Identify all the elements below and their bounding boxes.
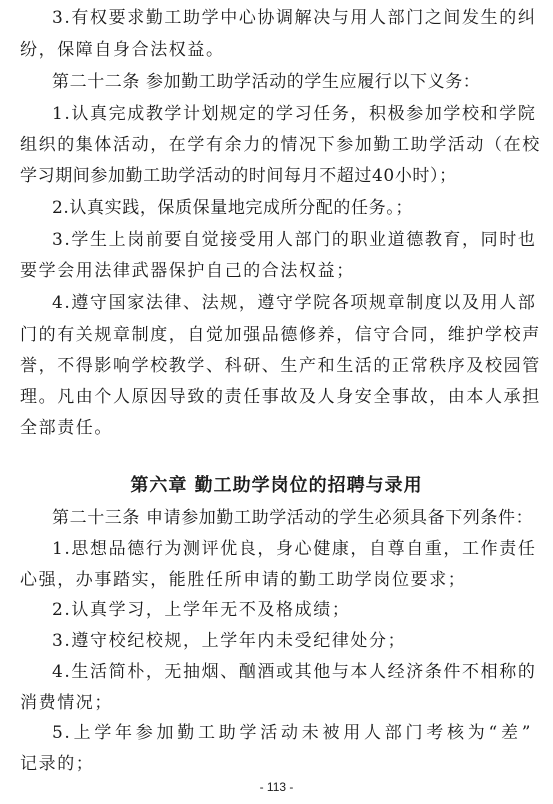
chapter-heading: 第六章 勤工助学岗位的招聘与录用 <box>130 475 423 496</box>
page-number: - 113 - <box>259 780 294 794</box>
paragraph-line: 消费情况； <box>20 693 113 713</box>
paragraph-line: 4.生活简朴，无抽烟、酗酒或其他与本人经济条件不相称的 <box>52 662 537 682</box>
paragraph-line: 4.遵守国家法律、法规，遵守学院各项规章制度以及用人部 <box>52 293 537 313</box>
paragraph-line: 理。凡由个人原因导致的责任事故及人身安全事故，由本人承担 <box>20 387 541 407</box>
paragraph-line: 全部责任。 <box>20 418 113 438</box>
paragraph-line: 2.认真学习，上学年无不及格成绩； <box>52 600 351 620</box>
paragraph-line: 3.有权要求勤工助学中心协调解决与用人部门之间发生的纠 <box>52 8 537 28</box>
paragraph-line: 纷，保障自身合法权益。 <box>20 40 225 60</box>
paragraph-line: 门的有关规章制度，自觉加强品德修养，信守合同，维护学校声 <box>20 325 541 345</box>
paragraph-line: 心强，办事踏实，能胜任所申请的勤工助学岗位要求； <box>20 570 467 590</box>
paragraph-line: 组织的集体活动，在学有余力的情况下参加勤工助学活动（在校 <box>20 135 541 155</box>
paragraph-line: 3.学生上岗前要自觉接受用人部门的职业道德教育，同时也 <box>52 230 537 250</box>
paragraph-line: 3.遵守校纪校规，上学年内未受纪律处分； <box>52 631 407 651</box>
paragraph-line: 要学会用法律武器保护自己的合法权益； <box>20 261 355 281</box>
paragraph-line: 学习期间参加勤工助学活动的时间每月不超过40小时）； <box>20 166 457 186</box>
paragraph-line: 记录的； <box>20 754 95 774</box>
paragraph-line: 1.认真完成教学计划规定的学习任务，积极参加学校和学院 <box>52 104 537 124</box>
paragraph-line: 誉，不得影响学校教学、科研、生产和生活的正常秩序及校园管 <box>20 356 541 376</box>
article-22-heading-line: 第二十二条 参加勤工助学活动的学生应履行以下义务： <box>52 72 481 92</box>
paragraph-line: 5.上学年参加勤工助学活动未被用人部门考核为“差” <box>52 723 532 743</box>
paragraph-line: 2.认真实践，保质保量地完成所分配的任务。； <box>52 198 413 218</box>
article-23-heading-line: 第二十三条 申请参加勤工助学活动的学生必须具备下列条件： <box>52 508 534 528</box>
paragraph-line: 1.思想品德行为测评优良，身心健康，自尊自重，工作责任 <box>52 539 537 559</box>
